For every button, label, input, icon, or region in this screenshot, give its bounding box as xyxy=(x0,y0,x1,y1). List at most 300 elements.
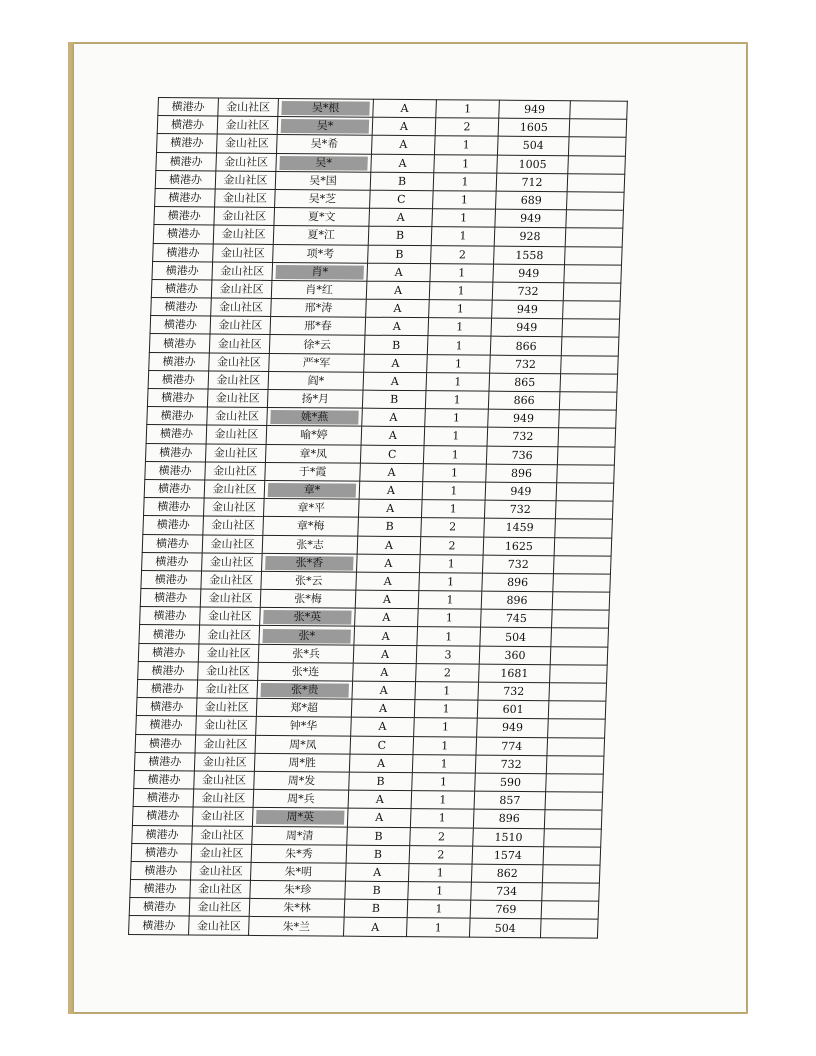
table-row xyxy=(129,916,599,938)
name-text: 吴* xyxy=(281,119,369,134)
name-cell xyxy=(256,699,352,718)
count-cell: 2 xyxy=(420,536,484,555)
count-cell: 1 xyxy=(430,263,494,282)
office-cell: 横港办 xyxy=(142,534,203,553)
remark-cell xyxy=(551,628,609,647)
office-cell: 横港办 xyxy=(157,116,218,135)
name-text: 邢*春 xyxy=(303,319,332,333)
count-cell: 1 xyxy=(434,136,498,155)
office-cell: 横港办 xyxy=(129,898,190,917)
name-text: 吴*国 xyxy=(309,174,337,188)
office-cell: 横港办 xyxy=(142,552,203,571)
remark-cell xyxy=(549,683,607,702)
count-cell: 1 xyxy=(423,463,487,482)
name-text: 朱*珍 xyxy=(283,883,312,897)
count-cell: 1 xyxy=(431,227,495,246)
count-cell: 1 xyxy=(411,791,475,810)
name-cell xyxy=(253,790,349,809)
remark-cell xyxy=(550,646,608,665)
name-cell xyxy=(275,171,371,190)
community-cell: 金山社区 xyxy=(209,353,270,372)
community-cell: 金山社区 xyxy=(207,407,268,426)
name-cell xyxy=(250,862,346,881)
name-cell xyxy=(249,917,345,936)
remark-cell xyxy=(546,755,604,774)
name-cell xyxy=(261,571,357,590)
name-cell xyxy=(249,899,345,918)
count-cell: 2 xyxy=(409,845,473,864)
category-cell: A xyxy=(367,263,431,282)
remark-cell xyxy=(568,137,626,156)
remark-cell xyxy=(547,737,605,756)
amount-cell: 712 xyxy=(496,173,568,192)
community-cell: 金山社区 xyxy=(194,771,255,790)
count-cell: 1 xyxy=(433,172,497,191)
community-cell: 金山社区 xyxy=(196,698,257,717)
amount-cell: 745 xyxy=(481,609,553,628)
name-cell xyxy=(250,880,346,899)
community-cell: 金山社区 xyxy=(196,716,257,735)
office-cell: 横港办 xyxy=(138,661,199,680)
office-cell: 横港办 xyxy=(147,407,208,426)
count-cell: 1 xyxy=(426,372,490,391)
community-cell: 金山社区 xyxy=(210,316,271,335)
remark-cell xyxy=(563,283,621,302)
community-cell: 金山社区 xyxy=(209,334,270,353)
category-cell: A xyxy=(360,463,424,482)
community-cell: 金山社区 xyxy=(200,589,261,608)
count-cell: 1 xyxy=(413,736,477,755)
remark-cell xyxy=(561,355,619,374)
name-text: 张*志 xyxy=(296,537,324,552)
remark-cell xyxy=(546,774,604,793)
community-cell: 金山社区 xyxy=(198,662,259,681)
remark-cell xyxy=(559,392,617,411)
name-cell xyxy=(271,280,367,299)
office-cell: 横港办 xyxy=(140,589,201,608)
amount-cell: 504 xyxy=(497,137,569,156)
amount-cell: 896 xyxy=(481,591,553,610)
name-text: 邢*涛 xyxy=(304,301,333,315)
name-cell xyxy=(269,353,365,372)
remark-cell xyxy=(544,810,602,829)
amount-cell: 732 xyxy=(482,555,554,574)
name-cell xyxy=(258,662,354,681)
name-cell xyxy=(252,826,348,845)
name-cell xyxy=(263,517,359,536)
remark-cell xyxy=(567,173,625,192)
community-cell: 金山社区 xyxy=(217,116,278,135)
name-cell xyxy=(258,644,354,663)
category-cell: A xyxy=(364,354,428,373)
remark-cell xyxy=(545,792,603,811)
name-text: 张* xyxy=(262,628,350,643)
community-cell: 金山社区 xyxy=(211,280,272,299)
remark-cell xyxy=(566,210,624,229)
count-cell: 1 xyxy=(427,354,491,373)
office-cell: 横港办 xyxy=(130,861,191,880)
roster-table xyxy=(128,97,628,938)
name-cell xyxy=(267,408,363,427)
amount-cell: 732 xyxy=(492,282,564,301)
name-text: 郑*超 xyxy=(290,701,319,715)
amount-cell: 504 xyxy=(469,919,541,938)
office-cell: 横港办 xyxy=(155,188,216,207)
community-cell: 金山社区 xyxy=(202,553,263,572)
amount-cell: 896 xyxy=(486,464,558,483)
community-cell: 金山社区 xyxy=(205,444,266,463)
category-cell: A xyxy=(355,608,419,627)
office-cell: 横港办 xyxy=(136,716,197,735)
community-cell: 金山社区 xyxy=(215,171,276,190)
community-cell: 金山社区 xyxy=(211,298,272,317)
category-cell: B xyxy=(347,827,411,846)
count-cell: 1 xyxy=(408,882,472,901)
remark-cell xyxy=(555,519,613,538)
remark-cell xyxy=(565,228,623,247)
category-cell: A xyxy=(373,99,437,118)
community-cell: 金山社区 xyxy=(217,134,278,153)
category-cell: A xyxy=(348,790,412,809)
count-cell: 1 xyxy=(418,591,482,610)
amount-cell: 732 xyxy=(475,755,547,774)
name-text: 章*平 xyxy=(297,501,326,515)
remark-cell xyxy=(557,464,615,483)
name-cell xyxy=(273,244,369,263)
amount-cell: 732 xyxy=(478,682,550,701)
name-text: 章* xyxy=(268,483,356,498)
name-text: 周*清 xyxy=(285,828,314,842)
category-cell: A xyxy=(356,572,420,591)
category-cell: B xyxy=(368,245,432,264)
count-cell: 1 xyxy=(425,391,489,410)
community-cell: 金山社区 xyxy=(199,625,260,644)
amount-cell: 949 xyxy=(477,719,549,738)
name-text: 吴* xyxy=(279,156,367,171)
remark-cell xyxy=(553,574,611,593)
count-cell: 1 xyxy=(429,282,493,301)
count-cell: 1 xyxy=(414,700,478,719)
category-cell: A xyxy=(365,317,429,336)
name-cell xyxy=(256,717,352,736)
office-cell: 横港办 xyxy=(157,134,218,153)
remark-cell xyxy=(564,264,622,283)
name-cell xyxy=(272,262,368,281)
name-cell xyxy=(276,153,372,172)
count-cell: 1 xyxy=(433,191,497,210)
office-cell: 横港办 xyxy=(145,443,206,462)
name-text: 张*贵 xyxy=(261,683,349,698)
count-cell: 1 xyxy=(432,209,496,228)
community-cell: 金山社区 xyxy=(204,480,265,499)
remark-cell xyxy=(548,701,606,720)
amount-cell: 1005 xyxy=(497,155,569,174)
office-cell: 横港办 xyxy=(138,643,199,662)
office-cell: 横港办 xyxy=(141,570,202,589)
amount-cell: 734 xyxy=(471,882,543,901)
name-text: 朱*秀 xyxy=(284,846,313,861)
amount-cell: 1558 xyxy=(494,246,566,265)
name-text: 项*考 xyxy=(306,246,335,261)
amount-cell: 857 xyxy=(474,791,546,810)
count-cell: 1 xyxy=(429,300,493,319)
amount-cell: 949 xyxy=(493,264,565,283)
community-cell: 金山社区 xyxy=(200,607,261,626)
count-cell: 1 xyxy=(424,427,488,446)
community-cell: 金山社区 xyxy=(208,371,269,390)
name-text: 章*梅 xyxy=(296,519,325,533)
category-cell: A xyxy=(357,536,421,555)
category-cell: B xyxy=(364,336,428,355)
name-cell xyxy=(266,426,362,445)
name-cell xyxy=(276,135,372,154)
community-cell: 金山社区 xyxy=(189,898,250,917)
name-text: 徐*云 xyxy=(303,337,332,351)
category-cell: A xyxy=(358,499,422,518)
office-cell: 横港办 xyxy=(134,770,195,789)
name-text: 扬*月 xyxy=(301,392,330,406)
count-cell: 1 xyxy=(422,482,486,501)
count-cell: 1 xyxy=(408,864,472,883)
category-cell: A xyxy=(353,663,417,682)
category-cell: A xyxy=(343,918,407,937)
amount-cell: 736 xyxy=(486,446,558,465)
count-cell: 2 xyxy=(435,118,499,137)
amount-cell: 360 xyxy=(479,646,551,665)
count-cell: 3 xyxy=(416,645,480,664)
office-cell: 横港办 xyxy=(137,679,198,698)
name-text: 吴*芝 xyxy=(308,192,337,206)
amount-cell: 1605 xyxy=(498,118,570,137)
category-cell: C xyxy=(350,736,414,755)
office-cell: 横港办 xyxy=(152,261,213,280)
name-text: 姚*燕 xyxy=(270,410,358,425)
remark-cell xyxy=(548,719,606,738)
remark-cell xyxy=(563,301,621,320)
amount-cell: 949 xyxy=(488,409,560,428)
name-cell xyxy=(260,608,356,627)
amount-cell: 590 xyxy=(475,773,547,792)
category-cell: A xyxy=(359,481,423,500)
category-cell: B xyxy=(362,390,426,409)
name-text: 张*梅 xyxy=(294,592,323,606)
remark-cell xyxy=(569,119,627,138)
category-cell: A xyxy=(366,299,430,318)
office-cell: 横港办 xyxy=(150,316,211,335)
remark-cell xyxy=(557,446,615,465)
amount-cell: 1459 xyxy=(484,518,556,537)
count-cell: 1 xyxy=(434,154,498,173)
category-cell: C xyxy=(370,190,434,209)
remark-cell xyxy=(561,337,619,356)
community-cell: 金山社区 xyxy=(197,680,258,699)
category-cell: A xyxy=(369,208,433,227)
office-cell: 横港办 xyxy=(155,170,216,189)
amount-cell: 774 xyxy=(476,737,548,756)
category-cell: A xyxy=(347,808,411,827)
name-cell xyxy=(278,98,374,117)
name-text: 朱*林 xyxy=(282,901,311,915)
name-text: 周*发 xyxy=(287,774,316,788)
count-cell: 2 xyxy=(421,518,485,537)
name-cell xyxy=(254,771,350,790)
category-cell: A xyxy=(363,372,427,391)
office-cell: 横港办 xyxy=(144,498,205,517)
remark-cell xyxy=(543,846,601,865)
community-cell: 金山社区 xyxy=(189,916,250,935)
community-cell: 金山社区 xyxy=(191,844,252,863)
community-cell: 金山社区 xyxy=(212,262,273,281)
name-cell xyxy=(265,462,361,481)
remark-cell xyxy=(558,428,616,447)
remark-cell xyxy=(553,555,611,574)
count-cell: 1 xyxy=(436,100,500,119)
remark-cell xyxy=(560,374,618,393)
office-cell: 横港办 xyxy=(132,825,193,844)
category-cell: A xyxy=(371,154,435,173)
roster-table-body xyxy=(129,98,628,938)
community-cell: 金山社区 xyxy=(193,789,254,808)
name-cell xyxy=(274,208,370,227)
count-cell: 2 xyxy=(416,663,480,682)
count-cell: 1 xyxy=(425,409,489,428)
category-cell: B xyxy=(368,227,432,246)
remark-cell xyxy=(552,610,610,629)
name-cell xyxy=(270,317,366,336)
community-cell: 金山社区 xyxy=(201,571,262,590)
name-text: 周*胜 xyxy=(288,756,317,770)
name-cell xyxy=(251,844,347,863)
office-cell: 横港办 xyxy=(154,207,215,226)
count-cell: 2 xyxy=(431,245,495,264)
community-cell: 金山社区 xyxy=(218,98,279,117)
office-cell: 横港办 xyxy=(135,734,196,753)
office-cell: 横港办 xyxy=(134,752,195,771)
remark-cell xyxy=(565,246,623,265)
remark-cell xyxy=(566,192,624,211)
office-cell: 横港办 xyxy=(132,807,193,826)
count-cell: 1 xyxy=(407,900,471,919)
category-cell: A xyxy=(361,427,425,446)
name-text: 钟*华 xyxy=(289,719,318,733)
amount-cell: 1681 xyxy=(479,664,551,683)
office-cell: 横港办 xyxy=(145,461,206,480)
amount-cell: 928 xyxy=(494,227,566,246)
category-cell: A xyxy=(351,699,415,718)
remark-cell xyxy=(542,883,600,902)
category-cell: B xyxy=(346,845,410,864)
remark-cell xyxy=(550,665,608,684)
amount-cell: 949 xyxy=(495,209,567,228)
name-cell xyxy=(269,335,365,354)
amount-cell: 949 xyxy=(491,318,563,337)
count-cell: 1 xyxy=(419,573,483,592)
community-cell: 金山社区 xyxy=(213,243,274,262)
name-text: 夏*文 xyxy=(307,210,336,224)
count-cell: 1 xyxy=(412,754,476,773)
community-cell: 金山社区 xyxy=(198,644,259,663)
amount-cell: 896 xyxy=(482,573,554,592)
amount-cell: 949 xyxy=(499,100,571,119)
count-cell: 1 xyxy=(415,682,479,701)
remark-cell xyxy=(540,919,598,938)
community-cell: 金山社区 xyxy=(192,807,253,826)
name-cell xyxy=(262,553,358,572)
remark-cell xyxy=(554,537,612,556)
name-text: 张*英 xyxy=(263,610,351,625)
name-text: 吴*根 xyxy=(281,101,369,116)
category-cell: A xyxy=(362,408,426,427)
office-cell: 横港办 xyxy=(130,880,191,899)
office-cell: 横港办 xyxy=(129,916,190,935)
name-text: 张*香 xyxy=(265,556,353,571)
amount-cell: 1574 xyxy=(472,846,544,865)
name-text: 肖* xyxy=(275,265,363,280)
community-cell: 金山社区 xyxy=(206,425,267,444)
category-cell: A xyxy=(357,554,421,573)
remark-cell xyxy=(568,155,626,174)
name-cell xyxy=(259,626,355,645)
community-cell: 金山社区 xyxy=(190,862,251,881)
amount-cell: 732 xyxy=(490,355,562,374)
category-cell: A xyxy=(352,681,416,700)
community-cell: 金山社区 xyxy=(203,516,264,535)
community-cell: 金山社区 xyxy=(207,389,268,408)
category-cell: B xyxy=(370,172,434,191)
amount-cell: 769 xyxy=(470,900,542,919)
count-cell: 1 xyxy=(419,554,483,573)
name-cell xyxy=(255,735,351,754)
category-cell: A xyxy=(371,136,435,155)
office-cell: 横港办 xyxy=(139,625,200,644)
name-cell xyxy=(273,226,369,245)
office-cell: 横港办 xyxy=(133,789,194,808)
name-text: 张*兵 xyxy=(292,646,321,661)
office-cell: 横港办 xyxy=(146,425,207,444)
remark-cell xyxy=(555,501,613,520)
name-cell xyxy=(262,535,358,554)
remark-cell xyxy=(552,592,610,611)
category-cell: A xyxy=(355,590,419,609)
category-cell: A xyxy=(351,718,415,737)
amount-cell: 601 xyxy=(477,700,549,719)
count-cell: 2 xyxy=(410,827,474,846)
name-cell xyxy=(268,371,364,390)
community-cell: 金山社区 xyxy=(202,534,263,553)
community-cell: 金山社区 xyxy=(192,825,253,844)
remark-cell xyxy=(556,483,614,502)
amount-cell: 866 xyxy=(490,337,562,356)
name-text: 周*兵 xyxy=(286,792,315,806)
name-text: 章*凤 xyxy=(299,446,328,461)
category-cell: A xyxy=(372,117,436,136)
count-cell: 1 xyxy=(427,336,491,355)
remark-cell xyxy=(542,865,600,884)
name-text: 张*云 xyxy=(294,574,323,588)
amount-cell: 504 xyxy=(480,628,552,647)
count-cell: 1 xyxy=(423,445,487,464)
category-cell: A xyxy=(353,645,417,664)
name-cell xyxy=(254,753,350,772)
name-text: 于*霞 xyxy=(298,465,327,479)
office-cell: 横港办 xyxy=(144,479,205,498)
amount-cell: 732 xyxy=(484,500,556,519)
community-cell: 金山社区 xyxy=(205,462,266,481)
community-cell: 金山社区 xyxy=(216,153,277,172)
community-cell: 金山社区 xyxy=(190,880,251,899)
name-cell xyxy=(252,808,348,827)
category-cell: A xyxy=(354,627,418,646)
